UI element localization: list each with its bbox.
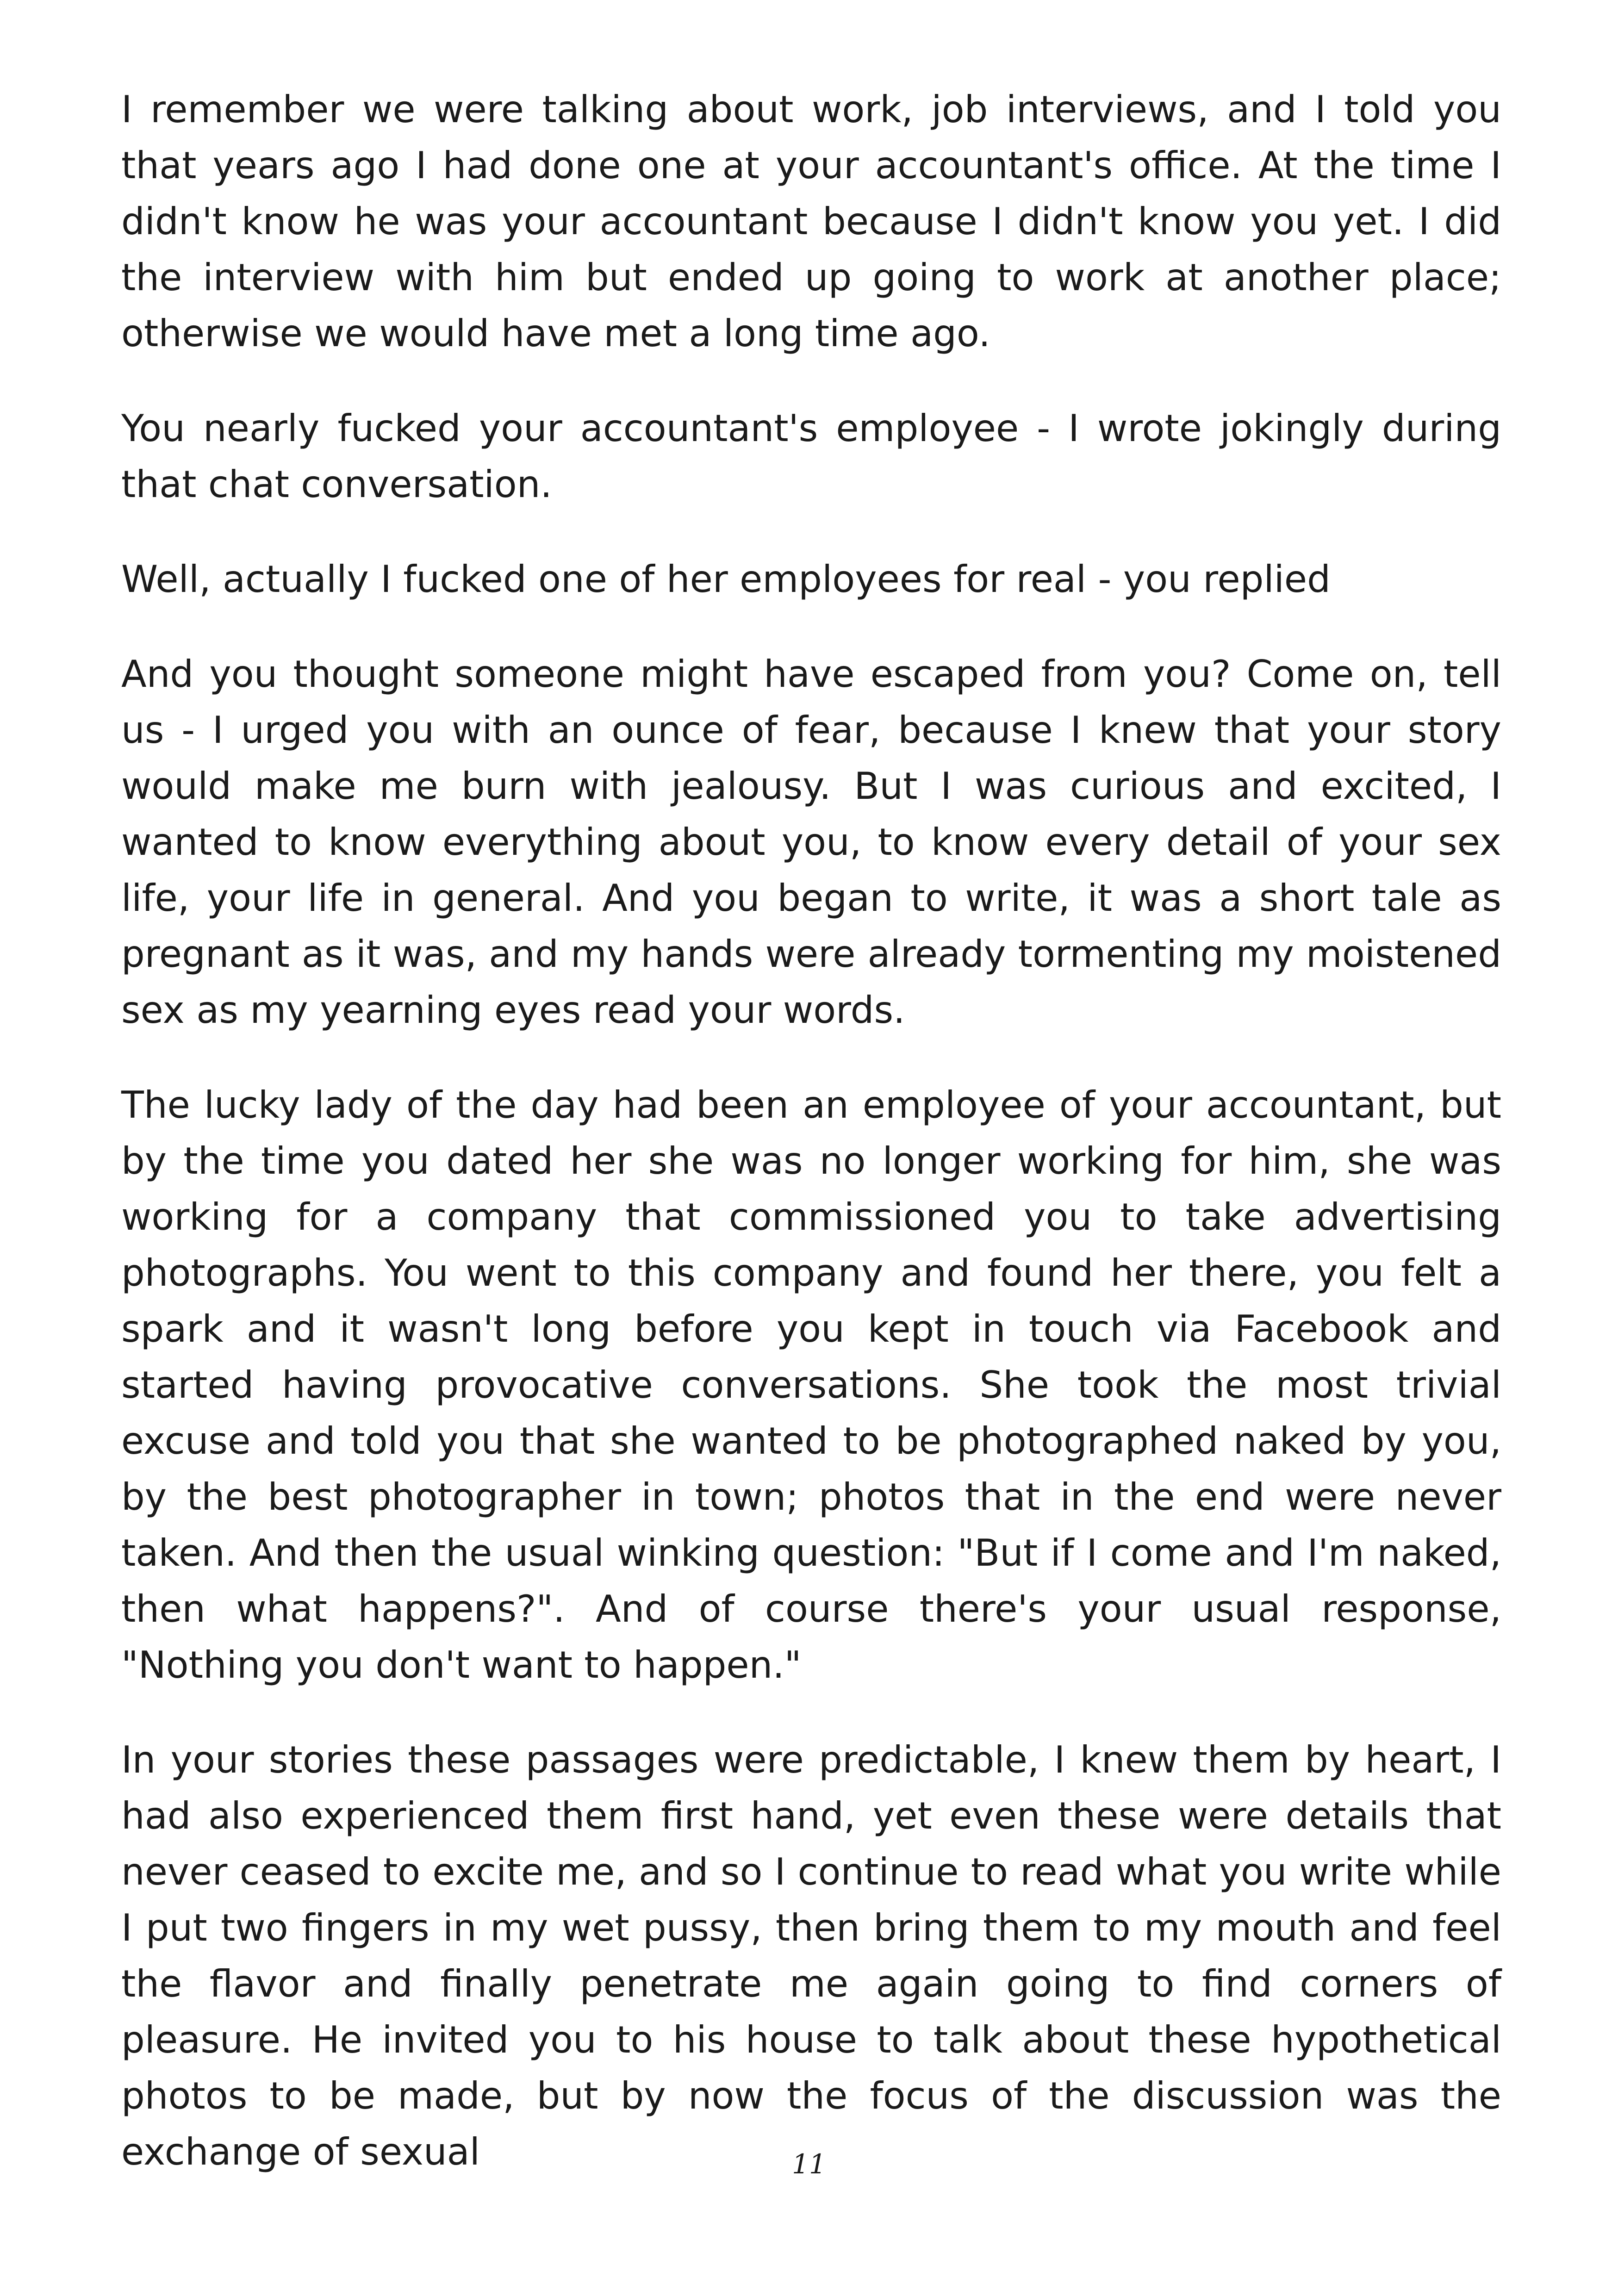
paragraph: And you thought someone might have escaped from you? Come on, tell us - I urged you with an ounce of fear, because I knew that your story would make me burn with jealousy. But I was curious and excited, I wanted to know everything about you, to know every detail of your sex life, your life in general. And you began to write, it was a short tale as pregnant as it was, and my hands were already tormenting my moistened sex as my yearning eyes read your words. xyxy=(121,653,1501,1032)
paragraph: The lucky lady of the day had been an employee of your accountant, but by the time you dated her she was no longer working for him, she was working for a company that commissioned you to take advertising photographs. You went to this company and found her there, you felt a spark and it wasn't long before you kept in touch via Facebook and started having provocative conversations. She took the most trivial excuse and told you that she wanted to be photographed naked by you, by the best photographer in town; photos that in the end were never taken. And then the usual winking question: "But if I come and I'm naked, then what happens?". And of course there's your usual response, "Nothing you don't want to happen." xyxy=(121,1083,1501,1686)
paragraph: I remember we were talking about work, job interviews, and I told you that years ago I had done one at your accountant's office. At the time I didn't know he was your accountant because I didn't know you yet. I did the interview with him but ended up going to work at another place; otherwise we would have met a long time ago. xyxy=(121,88,1501,355)
page-number: 11 xyxy=(792,2148,826,2180)
paragraph: You nearly fucked your accountant's employee - I wrote jokingly during that chat conversation. xyxy=(121,407,1501,506)
paragraph: In your stories these passages were predictable, I knew them by heart, I had also experienced them first hand, yet even these were details that never ceased to excite me, and so I continue to read what you write while I put two fingers in my wet pussy, then bring them to my mouth and feel the flavor and finally penetrate me again going to find corners of pleasure. He invited you to his house to talk about these hypothetical photos to be made, but by now the focus of the discussion was the exchange of sexual xyxy=(121,1738,1501,2173)
paragraph: Well, actually I fucked one of her employees for real - you replied xyxy=(121,558,1331,601)
body-text xyxy=(121,81,1501,2180)
